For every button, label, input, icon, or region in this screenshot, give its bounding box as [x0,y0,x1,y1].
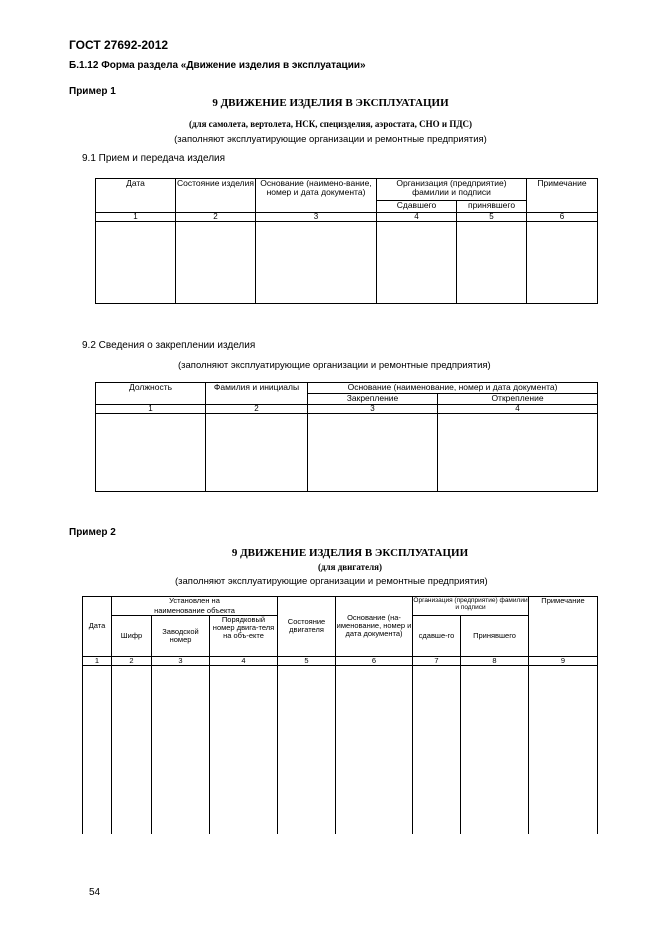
col-number: 1 [83,656,112,665]
col-code: Шифр [112,616,152,656]
example1-title: 9 ДВИЖЕНИЕ ИЗДЕЛИЯ В ЭКСПЛУАТАЦИИ [212,97,449,109]
col-note: Примечание [527,179,598,213]
example1-filled-by: (заполняют эксплуатирующие организации и ремонтные предприятия) [174,134,487,145]
example2-label: Пример 2 [69,527,116,538]
section-9-2-filled-by: (заполняют эксплуатирующие организации и ремонтные предприятия) [178,360,491,371]
col-serial: Заводской номер [152,616,210,656]
col-order: Порядковый номер двига-теля на объ-екте [210,616,278,656]
col-number: 1 [96,405,206,414]
col-org: Организация (предприятие) фамилии и подписи [377,179,527,201]
example1-subtitle: (для самолета, вертолета, НСК, специзделия, аэростата, СНО и ПДС) [188,119,473,129]
col-number: 3 [256,213,377,222]
col-number: 2 [112,656,152,665]
col-number: 4 [438,405,598,414]
col-handed: Сдавшего [377,201,457,213]
standard-code: ГОСТ 27692-2012 [69,38,169,52]
col-number: 6 [336,656,413,665]
example2-subtitle: (для двигателя) [317,562,382,572]
col-note: Примечание [529,597,598,657]
table-row [96,222,598,304]
col-basis: Основание (на-именование, номер и дата документа) [336,597,413,657]
example2-filled-by: (заполняют эксплуатирующие организации и ремонтные предприятия) [175,576,488,587]
col-number: 4 [210,656,278,665]
col-received: принявшего [457,201,527,213]
example1-label: Пример 1 [69,86,116,97]
col-number: 9 [529,656,598,665]
col-date: Дата [96,179,176,213]
col-number: 7 [413,656,461,665]
section-title: Б.1.12 Форма раздела «Движение изделия в эксплуатации» [69,60,366,71]
col-number: 3 [152,656,210,665]
col-handed: сдавше-го [413,616,461,656]
col-assign: Закрепление [308,394,438,405]
table-row [96,414,598,492]
col-date: Дата [83,597,112,657]
engine-table [82,596,598,834]
col-position: Должность [96,383,206,405]
col-number: 6 [527,213,598,222]
col-received: Принявшего [461,616,529,656]
col-number: 5 [457,213,527,222]
col-number: 8 [461,656,529,665]
section-9-2-title: 9.2 Сведения о закреплении изделия [82,340,256,351]
table-row [83,665,598,834]
transfer-table [95,178,598,304]
col-number: 5 [278,656,336,665]
col-number: 1 [96,213,176,222]
col-object: наименование объекта [112,607,278,616]
col-org: Организация (предприятие) фамилии и подписи [413,597,529,616]
col-basis: Основание (наименование, номер и дата документа) [308,383,598,394]
col-state: Состояние изделия [176,179,256,213]
col-name: Фамилия и инициалы [206,383,308,405]
section-9-1-title: 9.1 Прием и передача изделия [82,153,226,164]
col-state: Состояние двигателя [278,597,336,657]
col-number: 2 [206,405,308,414]
col-number: 2 [176,213,256,222]
col-installed: Установлен на [112,597,278,607]
col-number: 3 [308,405,438,414]
example2-title: 9 ДВИЖЕНИЕ ИЗДЕЛИЯ В ЭКСПЛУАТАЦИИ [231,547,469,559]
assignment-table [95,382,598,492]
col-basis: Основание (наимено-вание, номер и дата документа) [256,179,377,213]
page-number: 54 [89,887,101,898]
col-number: 4 [377,213,457,222]
col-unassign: Открепление [438,394,598,405]
